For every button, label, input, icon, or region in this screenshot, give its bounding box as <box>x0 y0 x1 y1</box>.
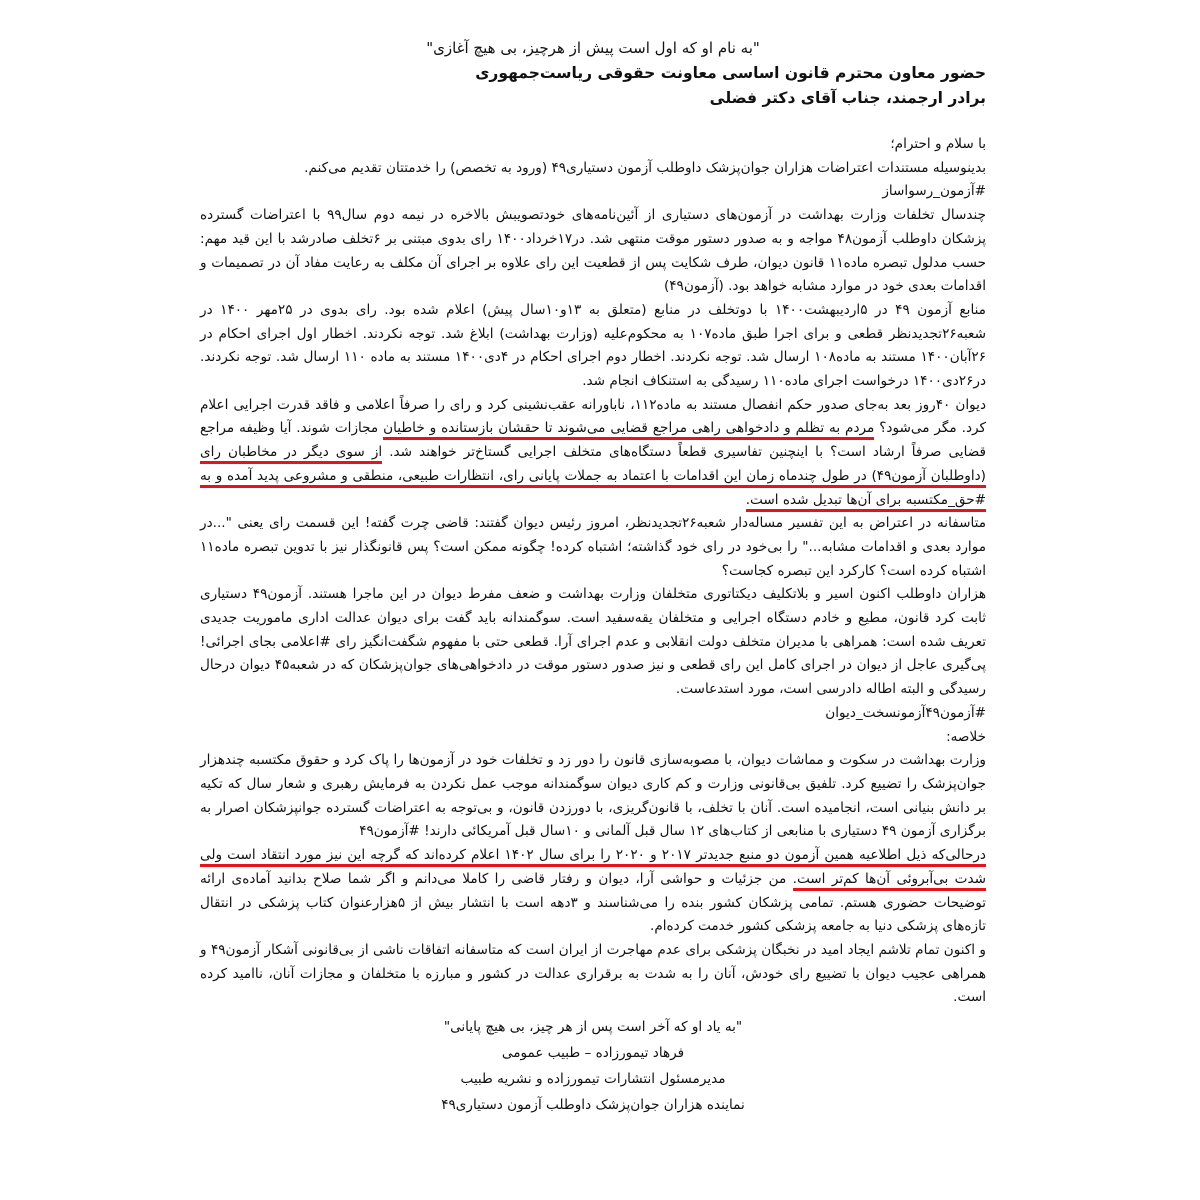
highlight-acquired-right: از سوی دیگر در مخاطبان رای (داوطلبان آزمون۴۹) در طول چندماه زمان این اقدامات با اعتماد به جملات پایانی رای، انتظارات طبیعی، منطقی و مشروعی پدید آمده و به #حق_مکتسبه برای آن‌ها تبدیل شده است. <box>200 444 986 511</box>
letter-body <box>200 133 986 1010</box>
paragraph-closing: و اکنون تمام تلاشم ایجاد امید در نخبگان پزشکی برای عدم مهاجرت از ایران است که متاسفانه اتفاقات ناشی از بی‌قانونی آشکار آزمون۴۹ و همراهی عجیب دیوان با تضییع رای خودش، آنان را به شدت به برقراری عدالت در کشور و مبارزه با متخلفان و مجازات آنان، ناامید کرده است. <box>200 941 986 1006</box>
highlight-justice: مردم به تظلم و دادخواهی راهی مراجع قضایی می‌شوند تا حقشان بازستانده و خاطیان <box>383 420 874 440</box>
hashtag-1: #آزمون_رسواساز <box>882 183 986 200</box>
p8-text-rest: من جزئیات و حواشی آرا، دیوان و رفتار قاضی را کاملا می‌دانم و اگر شما صلاح بدانید آماده‌ی ارائه توضیحات حضوری هستم. تمامی پزشکان کشور بنده را می‌شناسند و ۳دهه است با انتشار بیش از ۵هزارعنوان کتاب پزشکی در انتقال تازه‌های پزشکی دنیا به جامعه پزشکی کشور خدمت کرده‌ام. <box>200 870 986 935</box>
recipient-line-1: حضور معاون محترم قانون اساسی معاونت حقوقی ریاست‌جمهوری <box>475 64 986 82</box>
paragraph-timeline: منابع آزمون ۴۹ در ۵اردیبهشت۱۴۰۰ با دوتخلف در منابع (متعلق به ۱۳و۱۰سال پیش) اعلام شده بود. رای بدوی در ۲۵مهر ۱۴۰۰ در شعبه۲۶تجدیدنظر قطعی و برای اجرا طبق ماده۱۰۷ به محکوم‌علیه (وزارت بهداشت) ابلاغ شد. توجه نکردند. اخطار اول اجرای احکام در ۲۶آبان۱۴۰۰ مستند به ماده۱۰۸ ارسال شد. توجه نکردند. اخطار دوم اجرای احکام در ۴دی۱۴۰۰ مستند به ماده ۱۱۰ ارسال شد. توجه نکردند. در۲۶دی۱۴۰۰ درخواست اجرای ماده۱۱۰ رسیدگی به استنکاف انجام شد. <box>200 301 987 390</box>
greeting: با سلام و احترام؛ <box>890 136 986 152</box>
paragraph-court-retreat <box>200 394 986 513</box>
p4-text-b: مجازات شوند. آیا وظیفه مراجع قضایی صرفاً ارشاد است؟ با اینچنین تفاسیری قطعاً دستگاه‌های متخلف اجرایی گستاخ‌تر خواهند شد. <box>200 420 987 461</box>
paragraph-candidates: هزاران داوطلب اکنون اسیر و بلاتکلیف دیکتاتوری متخلفان وزارت بهداشت و ضعف مفرط دیوان در این ماجرا هستند. آزمون۴۹ دستیاری ثابت کرد قانون، مطیع و خادم دستگاه اجرایی و متخلفان یقه‌سفید است. سوگمندانه باید گفت برای دیوان عدالت اداری ماموریت جدیدی تعریف شده است: همراهی با مدیران متخلف دولت انقلابی و عدم اجرای آرا. قطعی حتی با مفهوم شگفت‌انگیز رای #اعلامی بجای اجرائی! پی‌گیری عاجل از دیوان در اجرای کامل این رای قطعی و نیز صدور دستور موقت در دادخواهی‌های جوان‌پزشکان که در شعبه۴۵ دیوان درحال رسیدگی و البته اطاله دادرسی است، مورد استدعاست. <box>200 586 987 698</box>
paragraph-new-sources <box>200 844 986 939</box>
signer-title-1: مدیرمسئول انتشارات تیمورزاده و نشریه طبیب <box>460 1071 726 1088</box>
paragraph-history: چندسال تخلفات وزارت بهداشت در آزمون‌های دستیاری از آئین‌نامه‌های خودتصویبش بالاخره در نیمه دوم سال۹۹ با اعتراضات گسترده پزشکان داوطلب آزمون۴۸ مواجه و به صدور دستور موقت منتهی شد. در۱۷خرداد۱۴۰۰ رای بدوی مبتنی بر ۶تخلف صادرشد با این قید مهم: حسب مدلول تبصره ماده۱۱ قانون دیوان، طرف شکایت پس از قطعیت این رای علاوه بر اجرای آن مکلف به رعایت مفاد آن در تصمیمات و اقدامات بعدی خود در موارد مشابه خواهد بود. (آزمون۴۹) <box>200 207 986 295</box>
summary-label: خلاصه: <box>946 728 986 745</box>
signature-block <box>200 1014 986 1118</box>
paragraph-intro: بدینوسیله مستندات اعتراضات هزاران جوان‌پزشک داوطلب آزمون دستیاری۴۹ (ورود به تخصص) را خدمتتان تقدیم می‌کنم. <box>304 159 986 176</box>
recipient-line-2: برادر ارجمند، جناب آقای دکتر فضلی <box>709 89 986 107</box>
closing-quote: "به یاد او که آخر است پس از هر چیز، بی هیچ پایانی" <box>443 1019 743 1036</box>
opening-quote: "به نام او که اول است پیش از هرچیز، بی هیچ آغازی" <box>426 39 760 57</box>
highlight-new-sources: درحالی‌که ذیل اطلاعیه همین آزمون دو منبع جدیدتر ۲۰۱۷ و ۲۰۲۰ را برای سال ۱۴۰۲ اعلام کرده‌اند که گرچه این نیز مورد انتقاد است ولی شدت بی‌آبروئی آن‌ها کم‌تر است. <box>200 847 986 891</box>
hashtag-2: #آزمون۴۹آزمونسخت_دیوان <box>825 704 986 721</box>
paragraph-summary: وزارت بهداشت در سکوت و مماشات دیوان، با مصوبه‌سازی قانون را دور زد و تخلفات خود در آزمون‌ها را پاک کرد و حقوق مکتسبه چندهزار جوان‌پزشک را تضییع کرد. تلفیق بی‌قانونی وزارت و کم کاری دیوان سوگمندانه موجب عمل نکردن به فرمایش رهبری و شعار سال که تکیه بر دانش بنیانی است، انجامیده است. آنان با تخلف، با قانون‌گریزی، با دورزدن قانون، و بی‌توجه به اعتراضات گسترده جوانپزشکان اصرار به برگزاری آزمون ۴۹ دستیاری با منابعی از کتاب‌های ۱۲ سال قبل آلمانی و ۱۰سال قبل آمریکائی دارند! #آزمون۴۹ <box>200 752 986 840</box>
signer-name: فرهاد تیمورزاده – طبیب عمومی <box>501 1045 685 1062</box>
signer-title-2: نماینده هزاران جوان‌پزشک داوطلب آزمون دستیاری۴۹ <box>441 1097 745 1114</box>
paragraph-chief-statement: متاسفانه در اعتراض به این تفسیر مساله‌دار شعبه۲۶تجدیدنظر، امروز رئیس دیوان گفتند: قاضی چرت گفته! این قسمت رای یعنی "...در موارد بعدی و اقدامات مشابه..." را بی‌خود در رای خود گذاشته؛ اشتباه کرده! چگونه ممکن است؟ پس قانونگذار نیز با تدوین تبصره ماده۱۱ اشتباه کرده است؟ کارکرد این تبصره کجاست؟ <box>200 515 987 579</box>
p4-text-a: دیوان ۴۰روز بعد به‌جای صدور حکم انفصال مستند به ماده۱۱۲، ناباورانه عقب‌نشینی کرد و رای را صرفاً اعلامی و فاقد قدرت اجرایی اعلام کرد. مگر می‌شود؟ <box>200 396 987 437</box>
